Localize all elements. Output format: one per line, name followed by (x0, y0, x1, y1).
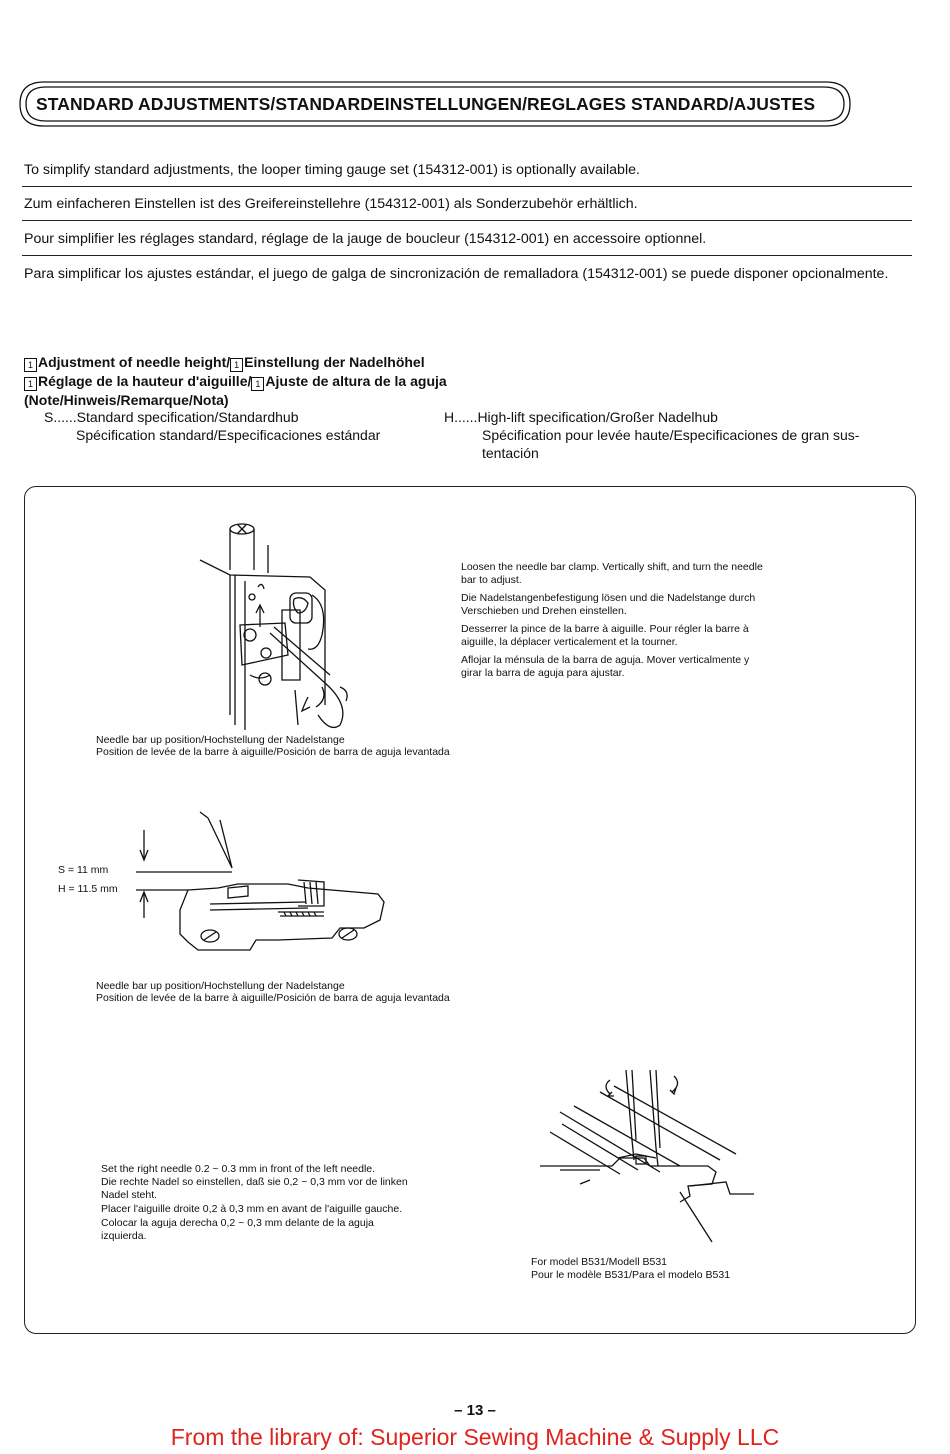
label-standard-height: S = 11 mm (58, 864, 109, 876)
fig3-instruction: Die rechte Nadel so einstellen, daß sie 0,2 ~ 0,3 mm vor de linken (101, 1176, 408, 1188)
intro-fr: Pour simplifier les réglages standard, réglage de la jauge de boucleur (154312-001) en accessoire optionnel. (24, 231, 707, 247)
fig1-instruction: girar la barra de aguja para ajustar. (461, 667, 625, 679)
fig3-instruction: Set the right needle 0.2 ~ 0.3 mm in front of the left needle. (101, 1163, 376, 1175)
fig3-instruction: Nadel steht. (101, 1189, 158, 1201)
fig1-instruction: Loosen the needle bar clamp. Vertically shift, and turn the needle (461, 561, 763, 573)
fig3-caption: For model B531/Modell B531 (531, 1256, 667, 1268)
fig1-instruction: Die Nadelstangenbefestigung lösen und die Nadelstange durch (461, 592, 756, 604)
fig3-caption-translation: Pour le modèle B531/Para el modelo B531 (531, 1269, 731, 1281)
fig1-caption: Needle bar up position/Hochstellung der Nadelstange (96, 734, 345, 746)
label-high-lift-height: H = 11.5 mm (58, 883, 118, 895)
needle-alignment-illustration (540, 1062, 800, 1247)
fig1-instruction: Verschieben und Drehen einstellen. (461, 605, 627, 617)
fig3-instruction: izquierda. (101, 1230, 147, 1242)
page-title: STANDARD ADJUSTMENTS/STANDARDEINSTELLUNGEN/REGLAGES STANDARD/AJUSTES (36, 94, 816, 114)
needle-bar-illustration (190, 515, 370, 740)
fig1-instruction: Aflojar la ménsula de la barra de aguja. Mover verticalmente y (461, 654, 750, 666)
fig3-instruction: Placer l'aiguille droite 0,2 à 0,3 mm en avant de l'aiguille gauche. (101, 1203, 403, 1215)
intro-es: Para simplificar los ajustes estándar, el juego de galga de sincronización de remalladora (154312-001) se puede disponer opcionalmente. (24, 266, 889, 282)
divider (22, 255, 912, 256)
fig1-instruction: Desserrer la pince de la barre à aiguille. Pour régler la barre à (461, 623, 749, 635)
section-heading-line2: 1 Réglage de la hauteur d'aiguille/ 1 Ajuste de altura de la aguja (24, 372, 447, 391)
fig3-instruction: Colocar la aguja derecha 0,2 ~ 0,3 mm delante de la aguja (101, 1217, 374, 1229)
spec-high-lift: H......High-lift specification/Großer Nadelhub (444, 409, 718, 425)
divider (22, 220, 912, 221)
spec-high-lift-translation-cont: tentación (482, 445, 539, 461)
note-heading: (Note/Hinweis/Remarque/Nota) (24, 392, 229, 408)
intro-en: To simplify standard adjustments, the looper timing gauge set (154312-001) is optionally available. (24, 162, 640, 178)
fig1-instruction: aiguille, la déplacer verticalement et la tourner. (461, 636, 678, 648)
fig1-caption-translation: Position de levée de la barre à aiguille/Posición de barra de aguja levantada (96, 746, 450, 758)
divider (22, 186, 912, 187)
library-footer: From the library of: Superior Sewing Machine & Supply LLC (170, 1424, 780, 1450)
spec-high-lift-translation: Spécification pour levée haute/Especificaciones de gran sus- (482, 427, 860, 443)
spec-standard-translation: Spécification standard/Especificaciones estándar (76, 427, 381, 443)
section-heading-line1: 1 Adjustment of needle height/ 1 Einstellung der Nadelhöhel (24, 353, 425, 372)
fig2-caption-translation: Position de levée de la barre à aiguille/Posición de barra de aguja levantada (96, 992, 450, 1004)
intro-de: Zum einfacheren Einstellen ist des Greifereinstellehre (154312-001) als Sonderzubehör erhältlich. (24, 196, 638, 212)
spec-standard: S......Standard specification/Standardhub (44, 409, 299, 425)
needle-plate-illustration (128, 810, 400, 960)
fig1-instruction: bar to adjust. (461, 574, 522, 586)
fig2-caption: Needle bar up position/Hochstellung der Nadelstange (96, 980, 345, 992)
page-number: – 13 – (454, 1402, 496, 1419)
